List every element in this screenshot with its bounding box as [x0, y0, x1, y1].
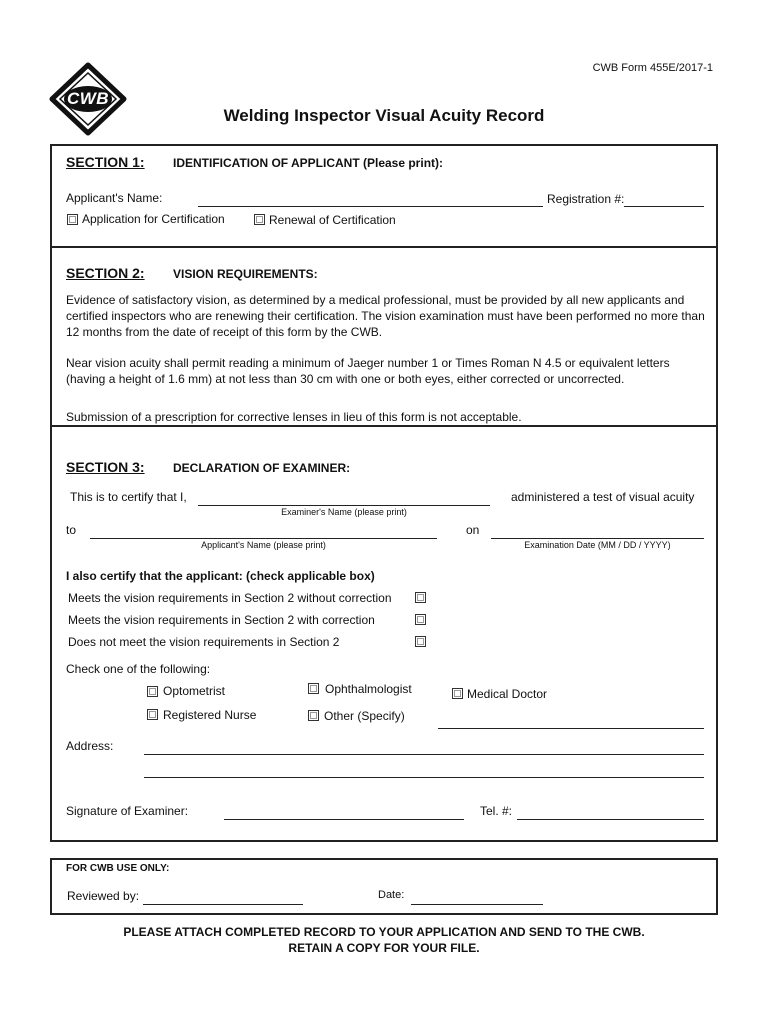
- req-checkbox-2[interactable]: [415, 614, 426, 625]
- section1-heading: IDENTIFICATION OF APPLICANT (Please print):: [173, 156, 444, 170]
- ophthalmologist-checkbox[interactable]: [308, 683, 319, 694]
- section1-label: SECTION 1:: [66, 154, 145, 170]
- exam-date-caption: Examination Date (MM / DD / YYYY): [524, 540, 671, 550]
- certify-suffix: administered a test of visual acuity: [511, 490, 695, 504]
- logo-text: CWB: [66, 89, 110, 108]
- signature-label: Signature of Examiner:: [66, 804, 189, 818]
- tel-label: Tel. #:: [480, 804, 513, 818]
- renewal-label: Renewal of Certification: [269, 213, 396, 227]
- to-label: to: [66, 523, 77, 537]
- req-option-label-1: Meets the vision requirements in Section 2 without correction: [68, 591, 392, 605]
- section-divider-2: [50, 425, 718, 427]
- vision-paragraph-2: Near vision acuity shall permit reading a minimum of Jaeger number 1 or Times Roman N 4.5 or equivalent letters (having a height of 1.6 mm) at not less than 30 cm with one or both eyes, either corrected or uncorrected.: [66, 356, 670, 386]
- address-field-1[interactable]: [144, 754, 704, 755]
- applicant-name-caption: Applicant's Name (please print): [201, 540, 326, 550]
- examiner-name-caption: Examiner's Name (please print): [281, 507, 407, 517]
- application-label: Application for Certification: [82, 212, 225, 226]
- reviewed-by-label: Reviewed by:: [67, 889, 140, 903]
- page-title: Welding Inspector Visual Acuity Record: [223, 106, 545, 125]
- registered-nurse-label: Registered Nurse: [163, 708, 257, 722]
- applicant-name-field-2[interactable]: [90, 538, 437, 539]
- also-certify-label: I also certify that the applicant: (check applicable box): [66, 569, 375, 583]
- check-one-label: Check one of the following:: [66, 662, 211, 676]
- footer-line-2: RETAIN A COPY FOR YOUR FILE.: [288, 941, 480, 955]
- exam-date-field[interactable]: [491, 538, 704, 539]
- cwb-use-heading: FOR CWB USE ONLY:: [66, 863, 170, 874]
- req-checkbox-3[interactable]: [415, 636, 426, 647]
- registration-label: Registration #:: [547, 192, 625, 206]
- registration-field[interactable]: [624, 206, 704, 207]
- cwb-date-label: Date:: [378, 889, 405, 901]
- req-option-label-2: Meets the vision requirements in Section 2 with correction: [68, 613, 375, 627]
- applicant-name-field[interactable]: [198, 206, 543, 207]
- other-label: Other (Specify): [324, 709, 405, 723]
- ophthalmologist-label: Ophthalmologist: [325, 682, 412, 696]
- section2-heading: VISION REQUIREMENTS:: [173, 267, 318, 281]
- application-checkbox[interactable]: [67, 214, 78, 225]
- section3-heading: DECLARATION OF EXAMINER:: [173, 461, 351, 475]
- medical-doctor-label: Medical Doctor: [467, 687, 548, 701]
- other-specify-field[interactable]: [438, 728, 704, 729]
- registered-nurse-checkbox[interactable]: [147, 709, 158, 720]
- section2-label: SECTION 2:: [66, 265, 145, 281]
- signature-field[interactable]: [224, 819, 464, 820]
- req-checkbox-1[interactable]: [415, 592, 426, 603]
- on-label: on: [466, 523, 480, 537]
- certify-prefix: This is to certify that I,: [70, 490, 187, 504]
- form-number: CWB Form 455E/2017-1: [592, 62, 713, 74]
- req-option-label-3: Does not meet the vision requirements in Section 2: [68, 635, 340, 649]
- address-label: Address:: [66, 739, 114, 753]
- tel-field[interactable]: [517, 819, 704, 820]
- section-divider-1: [50, 246, 718, 248]
- examiner-name-field[interactable]: [198, 505, 490, 506]
- address-field-2[interactable]: [144, 777, 704, 778]
- applicant-name-label: Applicant's Name:: [66, 191, 163, 205]
- other-checkbox[interactable]: [308, 710, 319, 721]
- medical-doctor-checkbox[interactable]: [452, 688, 463, 699]
- optometrist-label: Optometrist: [163, 684, 226, 698]
- vision-paragraph-3: Submission of a prescription for corrective lenses in lieu of this form is not acceptable.: [66, 410, 522, 424]
- cwb-date-field[interactable]: [411, 904, 543, 905]
- optometrist-checkbox[interactable]: [147, 686, 158, 697]
- reviewed-by-field[interactable]: [143, 904, 303, 905]
- section3-label: SECTION 3:: [66, 459, 145, 475]
- footer-line-1: PLEASE ATTACH COMPLETED RECORD TO YOUR APPLICATION AND SEND TO THE CWB.: [123, 925, 645, 939]
- renewal-checkbox[interactable]: [254, 214, 265, 225]
- vision-paragraph-1: Evidence of satisfactory vision, as determined by a medical professional, must be provided by all new applicants and certified inspectors who are renewing their certification. The vision examination must have been performed no more than 12 months from the date of receipt of this form by the CWB.: [66, 293, 705, 339]
